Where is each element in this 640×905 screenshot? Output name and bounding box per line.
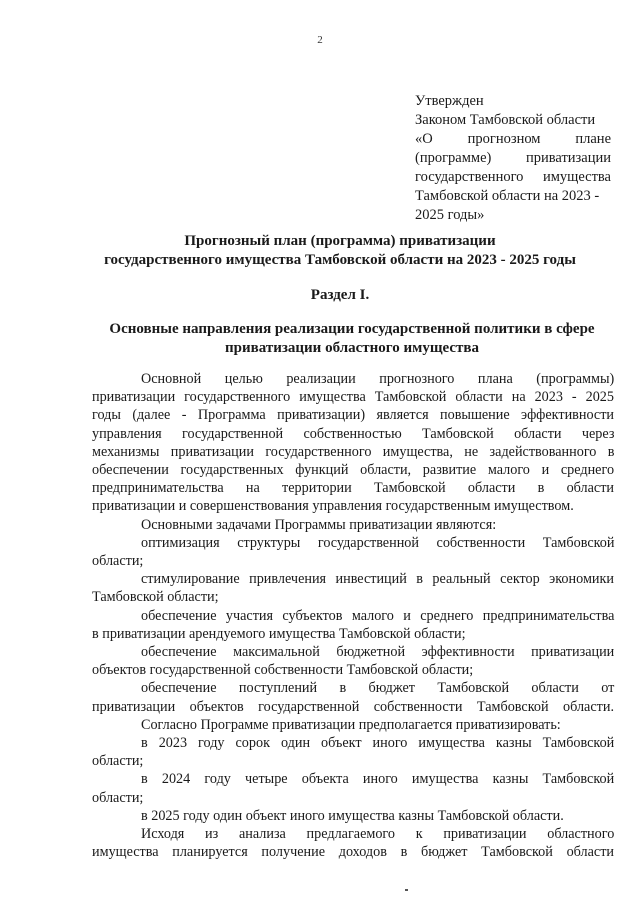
body-line: в 2023 году сорок один объект иного имущества казны Тамбовской: [141, 735, 615, 752]
body-line: стимулирование привлечения инвестиций в реальный сектор экономики: [141, 571, 614, 588]
approval-line: государственного имущества: [415, 169, 611, 185]
body-line: в приватизации арендуемого имущества Тамбовской области;: [92, 625, 466, 642]
body-line: обеспечение участия субъектов малого и среднего предпринимательства: [141, 607, 615, 624]
page-number: 2: [317, 34, 323, 46]
body-line: оптимизация структуры государственной собственности Тамбовской: [141, 534, 615, 551]
body-line: годы (далее - Программа приватизации) является повышение эффективности: [92, 407, 614, 424]
body-line: области;: [92, 789, 144, 806]
body-line: приватизации и совершенствования управления государственным имуществом.: [92, 498, 574, 515]
body-line: имущества планируется получение доходов в бюджет Тамбовской области: [92, 844, 614, 861]
body-line: области;: [92, 553, 144, 570]
body-line: обеспечение максимальной бюджетной эффективности приватизации: [141, 644, 615, 661]
section-title-line: Основные направления реализации государственной политики в сфере: [109, 321, 595, 337]
approval-line: Законом Тамбовской области: [415, 112, 596, 128]
body-text: [92, 370, 614, 861]
approval-line: «О прогнозном плане: [415, 131, 611, 147]
body-line: приватизации объектов государственной собственности Тамбовской области.: [92, 698, 614, 715]
approval-line: Тамбовской области на 2023 -: [415, 188, 600, 204]
body-line: объектов государственной собственности Тамбовской области;: [92, 662, 474, 679]
body-line: механизмы приватизации государственного имущества, не задействованного в: [92, 443, 615, 460]
body-line: в 2024 году четыре объекта иного имущества казны Тамбовской: [141, 771, 615, 788]
scan-dot: [405, 889, 408, 891]
document-title-line: Прогнозный план (программа) приватизации: [184, 233, 496, 249]
section-title-line: приватизации областного имущества: [225, 340, 479, 356]
body-line: Основными задачами Программы приватизации являются:: [141, 516, 497, 533]
body-line: Исходя из анализа предлагаемого к приватизации областного: [141, 826, 615, 843]
body-line: Согласно Программе приватизации предполагается приватизировать:: [141, 716, 561, 733]
approval-line: 2025 годы»: [415, 207, 485, 223]
document-title-line: государственного имущества Тамбовской области на 2023 - 2025 годы: [104, 252, 576, 268]
body-line: области;: [92, 753, 144, 770]
body-line: предпринимательства на территории Тамбовской области в области: [92, 480, 614, 497]
body-line: Тамбовской области;: [92, 589, 219, 606]
approval-line: Утвержден: [415, 93, 484, 109]
body-line: обеспечении государственных функций области, развитие малого и среднего: [92, 462, 615, 479]
body-line: в 2025 году один объект иного имущества казны Тамбовской области.: [141, 807, 564, 824]
body-line: приватизации государственного имущества Тамбовской области на 2023 - 2025: [92, 389, 614, 406]
body-line: обеспечение поступлений в бюджет Тамбовской области от: [141, 680, 615, 697]
section-heading: Раздел I.: [310, 287, 370, 303]
body-line: Основной целью реализации прогнозного плана (программы): [141, 371, 615, 387]
document-title: [80, 232, 600, 270]
body-line: управления государственной собственностью Тамбовской области через: [92, 425, 615, 442]
section-title: [92, 320, 612, 358]
approval-line: (программе) приватизации: [415, 150, 611, 166]
approval-block: [415, 92, 611, 225]
